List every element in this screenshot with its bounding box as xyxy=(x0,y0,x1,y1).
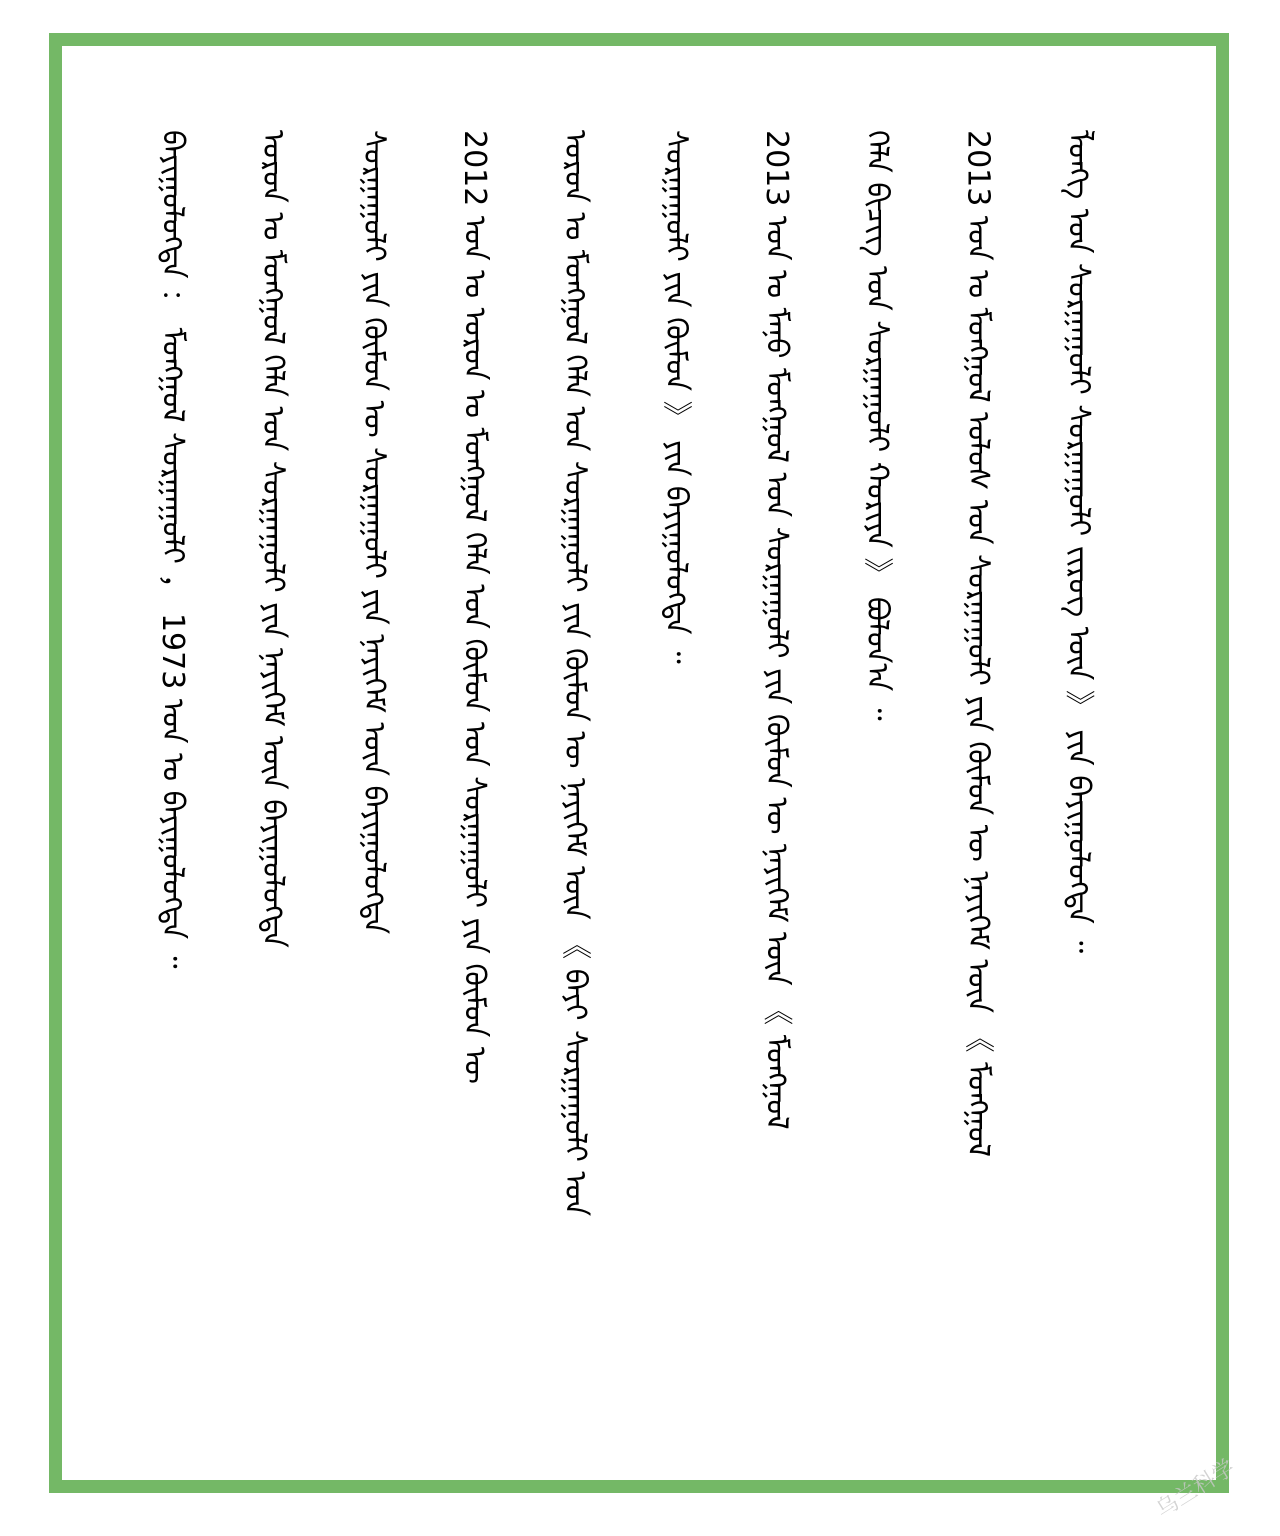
text-column-8: ᠰᠤᠷᠭᠠᠭᠤᠯᠢ ᠶᠢᠨ ᠬᠦᠮᠦᠨ ᠦ ᠰᠤᠷᠭᠠᠭᠤᠯᠢ ᠶᠢᠨ ᠨᠡᠶᠢᠭᠡᠮ ᠦᠨ ᠪᠠᠶᠢᠭᠤᠯᠤᠭ᠌ᠳᠠ xyxy=(356,130,392,935)
text-column-4: 2013 ᠣᠨ ᠤ ᠮᠠᠨᠤ ᠮᠣᠩᠭᠣᠯ ᠤᠨ ᠰᠤᠷᠭᠠᠭᠤᠯᠢ ᠶᠢᠨ ᠬᠦᠮᠦᠨ ᠦ ᠨᠡᠶᠢᠭᠡᠮ ᠦᠨ 《 ᠮᠣᠩᠭᠣᠯ xyxy=(758,130,794,1130)
text-column-7: 2012 ᠣᠨ ᠤ ᠣᠷᠣᠨ ᠤ ᠮᠣᠩᠭᠣᠯ ᠬᠡᠯᠡ ᠤᠨ ᠬᠦᠮᠦᠨ ᠤᠨ ᠰᠤᠷᠭᠠᠭᠤᠯᠢ ᠶᠢᠨ ᠬᠦᠮᠦᠨ ᠦ xyxy=(456,130,492,1084)
vertical-text-block xyxy=(150,130,1100,1390)
text-column-1: ᠯᠣᠩᠭ ᠤᠨ ᠰᠣᠷᠭᠠᠭᠤᠯᠢ ᠰᠤᠷᠭᠠᠭᠤᠯᠢ ᠵᠢᠷᠤᠭ᠌ ᠦᠨ 》 ᠶᠢᠨ ᠪᠠᠶᠢᠭᠤᠯᠤᠭ᠌ᠳᠠ ᠃ xyxy=(1060,130,1096,954)
text-column-6: ᠣᠷᠣᠨ ᠤ ᠮᠣᠩᠭᠣᠯ ᠬᠡᠯᠡ ᠤᠨ ᠰᠤᠷᠭᠠᠭᠤᠯᠢ ᠶᠢᠨ ᠬᠦᠮᠦᠨ ᠦ ᠨᠡᠶᠢᠭᠡᠮ ᠦᠨ 《 ᠪᠠᠶᠢ ᠰᠤᠷᠭᠠᠭᠤᠯᠢ ᠤᠨ xyxy=(557,130,593,1217)
text-column-2: 2013 ᠣᠨ ᠤ ᠮᠣᠩᠭᠣᠯ ᠤᠯᠤᠰ ᠤᠨ ᠰᠤᠷᠭᠠᠭᠤᠯᠢ ᠶᠢᠨ ᠬᠦᠮᠦᠨ ᠦ ᠨᠡᠶᠢᠭᠡᠮ ᠦᠨ 《 ᠮᠣᠩᠭᠣᠯ xyxy=(960,130,996,1157)
text-column-5: ᠰᠤᠷᠭᠠᠭᠤᠯᠢ ᠶᠢᠨ ᠬᠦᠮᠦᠨ 》 ᠶᠢᠨ ᠪᠠᠶᠢᠭᠤᠯᠤᠭ᠌ᠳᠠ ᠃ xyxy=(658,130,694,664)
watermark: 乌兰科学 xyxy=(1151,1455,1240,1524)
text-column-10: ᠪᠠᠶᠢᠭᠤᠯᠤᠭ᠌ᠳᠠ ： ᠮᠣᠩᠭᠣᠯ ᠰᠤᠷᠭᠠᠭᠤᠯᠢ ， 1973 ᠣᠨ ᠤ ᠪᠠᠶᠢᠭᠤᠯᠤᠭ᠌ᠳᠠ ᠃ xyxy=(155,130,190,969)
text-column-9: ᠣᠷᠣᠨ ᠤ ᠮᠣᠩᠭᠣᠯ ᠬᠡᠯᠡ ᠤᠨ ᠰᠤᠷᠭᠠᠭᠤᠯᠢ ᠶᠢᠨ ᠨᠡᠶᠢᠭᠡᠮ ᠦᠨ ᠪᠠᠶᠢᠭᠤᠯᠤᠭ᠌ᠳᠠ xyxy=(255,130,291,948)
text-column-3: ᠬᠡᠯᠡ ᠪᠢᠴᠢᠭ ᠤᠨ ᠰᠤᠷᠭᠠᠭᠤᠯᠢ ᠬᠣᠷᠢᠶᠠ 》 ᠪᠣᠯᠤᠨ᠎ᠠ ᠃ xyxy=(859,130,895,721)
